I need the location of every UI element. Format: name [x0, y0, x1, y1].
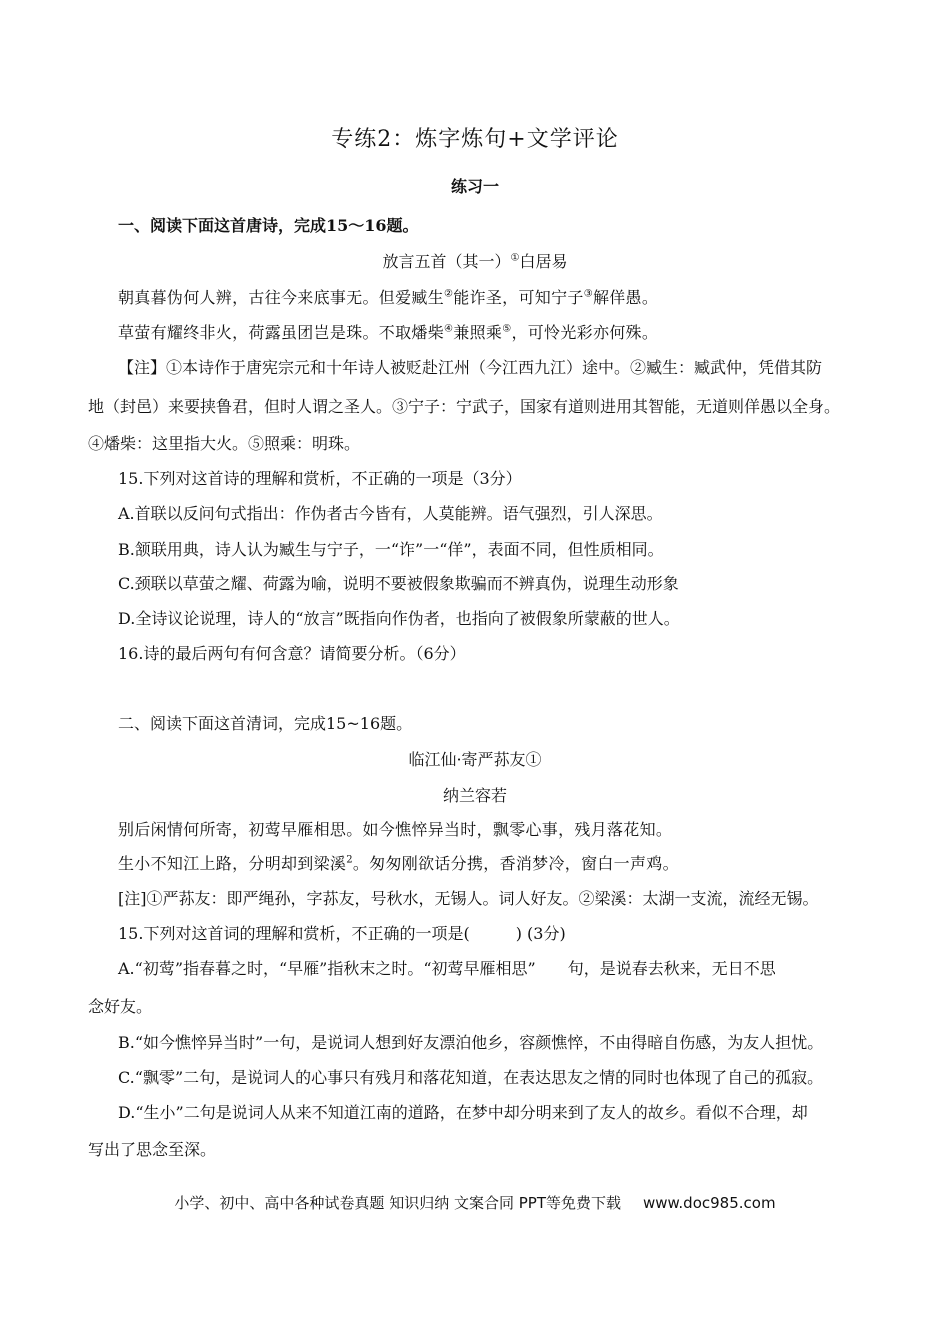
- footer-text: 小学、初中、高中各种试卷真题 知识归纳 文案合同 PPT等免费下载: [174, 1194, 621, 1212]
- ci-option-b: B.“如今憔悴异当时”一句，是说词人想到好友漂泊他乡，容颜憔悴，不由得暗自伤感，为友人担忧。: [118, 1033, 824, 1052]
- option-a: A.首联以反问句式指出：作伪者古今皆有，人莫能辨。语气强烈，引人深思。: [118, 504, 663, 523]
- option-b: B.颔联用典，诗人认为臧生与宁子，一“诈”一“佯”，表面不同，但性质相同。: [118, 540, 664, 559]
- poem-line-2: [118, 323, 658, 343]
- poem-text: 朝真暮伪何人辨，古往今来底事无。但爱臧生: [118, 288, 445, 307]
- option-d: D.全诗议论说理，诗人的“放言”既指向作伪者，也指向了被假象所蒙蔽的世人。: [118, 609, 680, 628]
- ci-line-1: 别后闲情何所寄，初莺早雁相思。如今憔悴异当时，飘零心事，残月落花知。: [118, 820, 673, 839]
- ci-text: 生小不知江上路，分明却到梁溪: [118, 854, 347, 873]
- option-c: C.颈联以草萤之耀、荷露为喻，说明不要被假象欺骗而不辨真伪，说理生动形象: [118, 574, 679, 593]
- poem-text: 能诈圣，可知宁子: [453, 288, 584, 307]
- ci-option-d-line-2: 写出了思念至深。: [88, 1140, 217, 1159]
- ci-line-2: [118, 854, 679, 874]
- footnote-marker: ②: [444, 288, 454, 300]
- page-footer: [0, 1192, 950, 1213]
- section2-poem-title: 临江仙·寄严荪友①: [408, 750, 542, 769]
- section2-poem-author: 纳兰容若: [442, 786, 507, 805]
- poem-text: 解佯愚。: [592, 288, 659, 307]
- footnote-marker: ⑤: [502, 323, 512, 335]
- ci-text: 。匆匆刚欲话分携，香消梦冷，窗白一声鸡。: [352, 854, 679, 873]
- note-line-3: ④燔柴：这里指大火。⑤照乘：明珠。: [88, 434, 361, 453]
- ci-option-a-line-1: A.“初莺”指春暮之时，“早雁”指秋末之时。“初莺早雁相思” 句，是说春去秋来，无日不思: [118, 959, 776, 978]
- question-text: 15.下列对这首词的理解和赏析，不正确的一项是(: [118, 924, 470, 943]
- note-line-1: 【注】①本诗作于唐宪宗元和十年诗人被贬赴江州（今江西九江）途中。②臧生：臧武仲，凭借其防: [118, 358, 823, 377]
- poem-text: 兼照乘: [453, 323, 503, 342]
- poem-text: 草萤有耀终非火，荷露虽团岂是珠。不取燔柴: [118, 323, 445, 342]
- page-title: 专练2：炼字炼句+文学评论: [331, 127, 619, 152]
- footnote-marker: ③: [583, 288, 593, 300]
- ci-option-a-line-2: 念好友。: [88, 997, 153, 1016]
- footer-link[interactable]: www.doc985.com: [642, 1194, 776, 1212]
- section1-poem-heading: [0, 252, 950, 272]
- ci-option-d-line-1: D.“生小”二句是说词人从来不知道江南的道路，在梦中却分明来到了友人的故乡。看似不合理，却: [118, 1103, 808, 1122]
- poem-author: 白居易: [519, 252, 568, 271]
- exercise-subtitle: 练习一: [450, 177, 499, 196]
- poem-text: ，可怜光彩亦何殊。: [511, 323, 659, 342]
- footnote-marker: 2: [346, 854, 353, 866]
- poem-line-1: [118, 288, 658, 308]
- question-15: 15.下列对这首诗的理解和赏析，不正确的一项是（3分）: [118, 469, 522, 488]
- footnote-marker: ④: [444, 323, 454, 335]
- ci-option-c: C.“飘零”二句，是说词人的心事只有残月和落花知道，在表达思友之情的同时也体现了自己的孤寂。: [118, 1068, 824, 1087]
- note-line-2: 地（封邑）来要挟鲁君，但时人谓之圣人。③宁子：宁武子，国家有道则进用其智能，无道则佯愚以全身。: [88, 397, 841, 416]
- ci-note: [注]①严荪友：即严绳孙，字荪友，号秋水，无锡人。词人好友。②梁溪：太湖一支流，流经无锡。: [118, 889, 819, 908]
- question-16: 16.诗的最后两句有何含意？请简要分析。（6分）: [118, 644, 466, 663]
- section1-heading: 一、阅读下面这首唐诗，完成15～16题。: [118, 216, 419, 235]
- section2-heading: 二、阅读下面这首清词，完成15~16题。: [118, 714, 413, 733]
- question-score: ) (3分): [515, 924, 566, 943]
- poem-title: 放言五首（其一）: [382, 252, 511, 271]
- footnote-marker: ①: [510, 252, 520, 264]
- ci-question-15: [118, 924, 566, 944]
